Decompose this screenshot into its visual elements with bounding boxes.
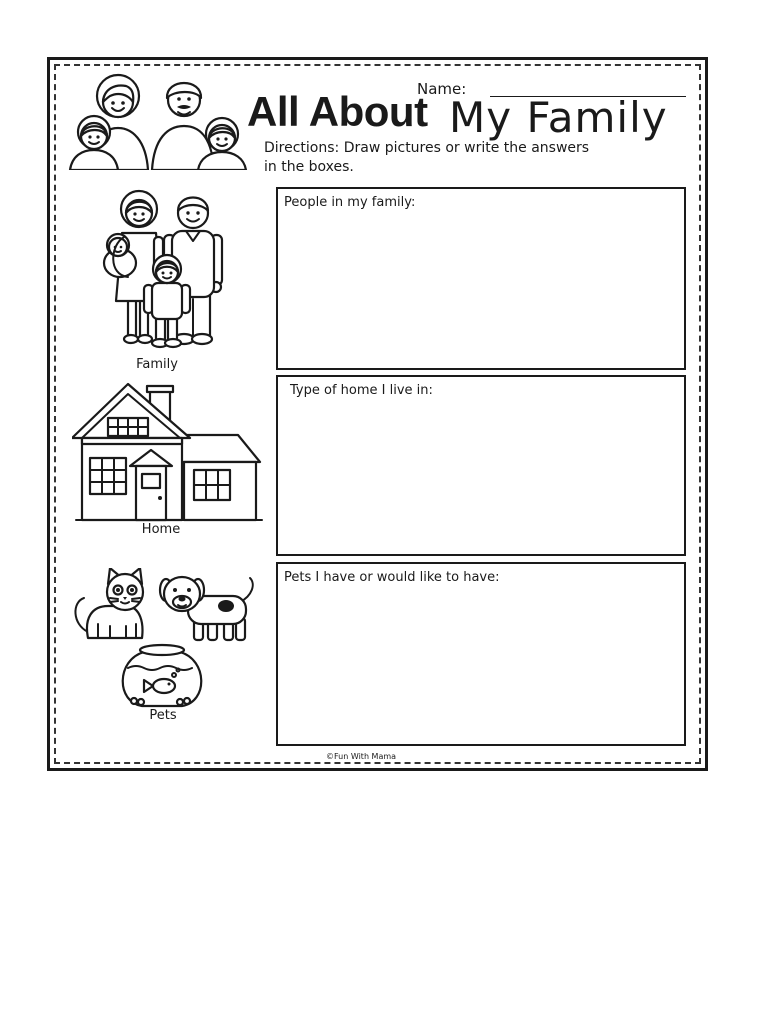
house-icon [72, 382, 264, 522]
pets-answer-box [276, 562, 686, 746]
title-all-about: All About [247, 88, 428, 135]
dog-icon [160, 577, 253, 640]
side-building [180, 435, 260, 520]
pets-icon [70, 568, 262, 710]
family-answer-box [276, 187, 686, 370]
directions-line-1: Directions: Draw pictures or write the answers [264, 140, 590, 156]
home-prompt: Type of home I live in: [290, 383, 433, 398]
home-image-label: Home [141, 522, 181, 537]
main-house [72, 384, 190, 520]
title-my-family: My Family [449, 93, 668, 142]
pets-image-label: Pets [149, 708, 177, 723]
cat-icon [75, 568, 143, 638]
name-label: Name: [417, 80, 467, 98]
family-image-label: Family [136, 357, 178, 372]
home-answer-box [276, 375, 686, 556]
fishbowl-icon [123, 645, 202, 706]
copyright-text: ©Fun With Mama [326, 752, 397, 761]
family-prompt: People in my family: [284, 195, 416, 210]
directions-line-2: in the boxes. [264, 159, 354, 175]
family-portrait-icon [66, 66, 252, 170]
family-group-icon [98, 185, 234, 350]
pets-prompt: Pets I have or would like to have: [284, 570, 500, 585]
